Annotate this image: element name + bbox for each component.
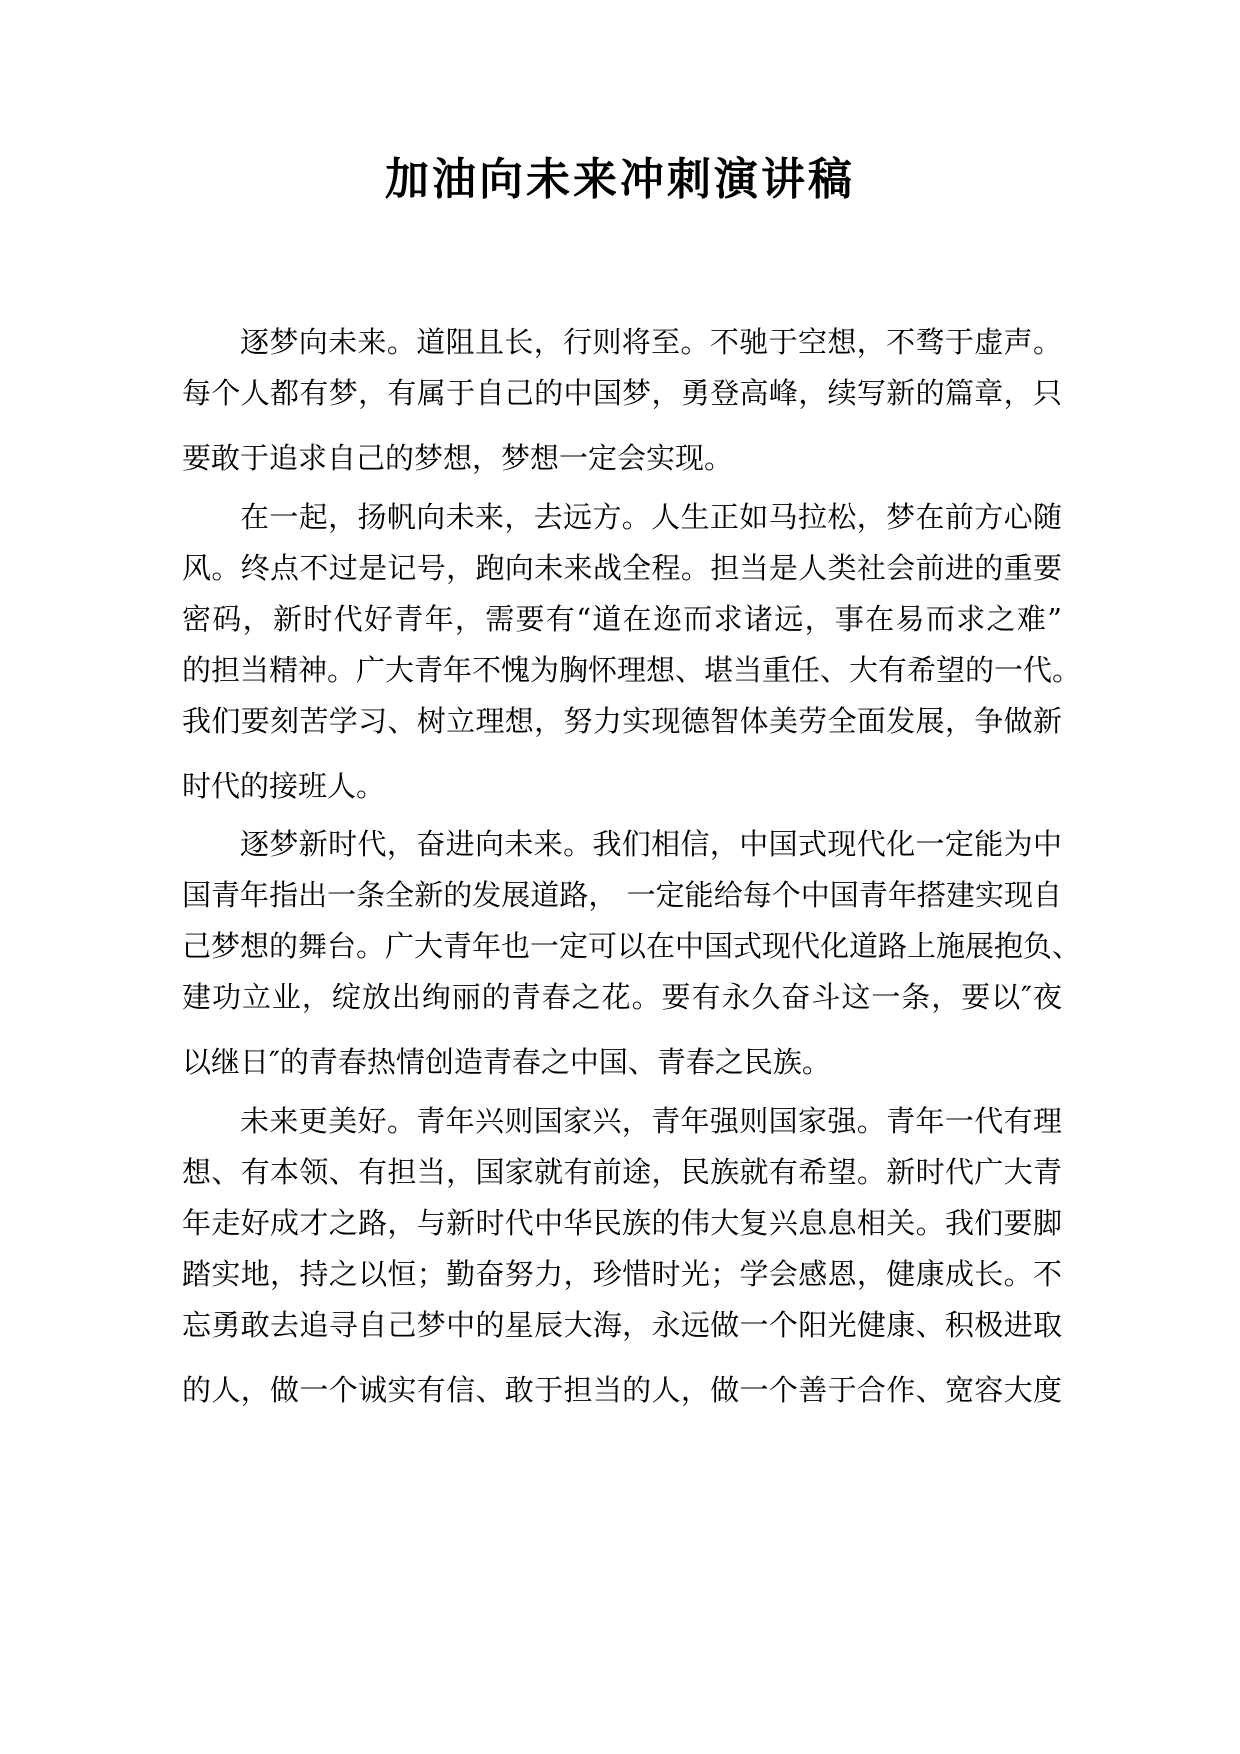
paragraph-3-line-2: 国青年指出一条全新的发展道路， 一定能给每个中国青年搭建实现自: [182, 878, 1062, 912]
paragraph-3-line-1: 逐梦新时代，奋进向未来。我们相信，中国式现代化一定能为中: [240, 827, 1062, 861]
paragraph-4-line-6: 的人，做一个诚实有信、敢于担当的人，做一个善于合作、宽容大度: [182, 1373, 1062, 1407]
paragraph-2-line-1: 在一起，扬帆向未来，去远方。人生正如马拉松，梦在前方心随: [240, 500, 1062, 534]
paragraph-2-line-2: 风。终点不过是记号，跑向未来战全程。担当是人类社会前进的重要: [182, 551, 1062, 585]
paragraph-2-line-6: 时代的接班人。: [182, 769, 386, 803]
paragraph-1-line-1: 逐梦向未来。道阻且长，行则将至。不驰于空想，不骛于虚声。: [240, 325, 1062, 359]
paragraph-4-line-5: 忘勇敢去追寻自己梦中的星辰大海，永远做一个阳光健康、积极进取: [182, 1308, 1062, 1342]
paragraph-4-line-1: 未来更美好。青年兴则国家兴，青年强则国家强。青年一代有理: [240, 1104, 1062, 1138]
paragraph-2-line-3: 密码，新时代好青年，需要有“道在迩而求诸远，事在易而求之难”: [182, 602, 1062, 636]
paragraph-1-line-3: 要敢于追求自己的梦想，梦想一定会实现。: [182, 441, 734, 475]
paragraph-3-line-4: 建功立业，绽放出绚丽的青春之花。要有永久奋斗这一条，要以″夜: [182, 980, 1062, 1014]
paragraph-3-line-5: 以继日″的青春热情创造青春之中国、青春之民族。: [182, 1045, 831, 1079]
paragraph-1-line-2: 每个人都有梦，有属于自己的中国梦，勇登高峰，续写新的篇章，只: [182, 376, 1062, 410]
paragraph-2-line-4: 的担当精神。广大青年不愧为胸怀理想、堪当重任、大有希望的一代。: [182, 653, 1082, 687]
paragraph-4-line-4: 踏实地，持之以恒；勤奋努力，珍惜时光；学会感恩，健康成长。不: [182, 1257, 1062, 1291]
document-title: 加油向未来冲刺演讲稿: [385, 154, 855, 205]
paragraph-4-line-3: 年走好成才之路，与新时代中华民族的伟大复兴息息相关。我们要脚: [182, 1206, 1062, 1240]
paragraph-2-line-5: 我们要刻苦学习、树立理想，努力实现德智体美劳全面发展，争做新: [182, 704, 1062, 738]
paragraph-4-line-2: 想、有本领、有担当，国家就有前途，民族就有希望。新时代广大青: [182, 1155, 1062, 1189]
paragraph-3-line-3: 己梦想的舞台。广大青年也一定可以在中国式现代化道路上施展抱负、: [182, 929, 1082, 963]
